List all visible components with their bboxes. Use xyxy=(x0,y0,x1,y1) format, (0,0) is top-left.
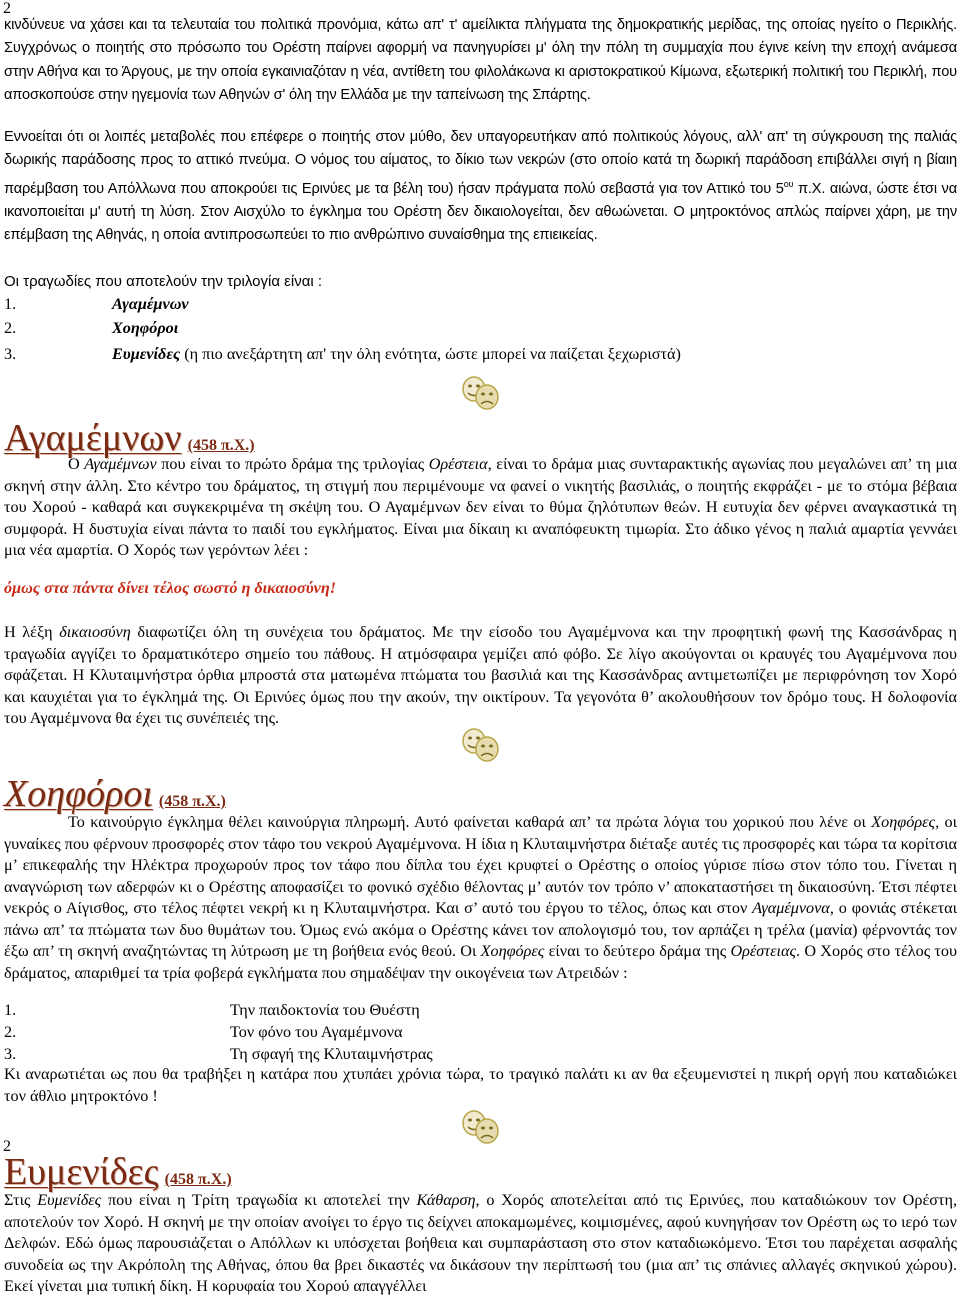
agamemnon-paragraph-2: Η λέξη δικαιοσύνη διαφωτίζει όλη τη συνέχεια του δράματος. Με την είσοδο του Αγαμέμνονα και την προφητική φωνή της Κασσάνδρας η τραγωδία αγγίζει το δραματικότερο σημείο του πάθους. Η ατμόσφαιρα γεμίζει από φόβο. Σε λίγο ακούγονται οι κραυγές του Αγαμέμνονα που σφάζεται. Η Κλυταιμνήστρα όρθια μπροστά στα ματωμένα πτώματα του βασιλιά και της Κασσάνδρας αντιμετωπίζει με περιφρόνηση τον Χορό και καυχιέται για το έγκλημά της. Οι Ερινύες όμως που την ακούν, την οικτίρουν. Τα γεγονότα θ’ ακολουθήσουν τον δρόμο τους. Η δολοφονία του Αγαμέμνονα θα έχει τις συνέπειές της. xyxy=(4,623,957,727)
theater-masks-icon xyxy=(458,1108,502,1146)
theater-masks-icon xyxy=(458,726,502,764)
page-number-top: 2 xyxy=(3,0,11,17)
theater-masks-icon xyxy=(458,374,502,412)
agamemnon-quote: όμως στα πάντα δίνει τέλος σωστό η δικαιοσύνη! xyxy=(4,579,337,597)
trilogy-intro: Οι τραγωδίες που αποτελούν την τριλογία είναι : xyxy=(4,273,323,290)
eumenides-paragraph-1: Στις Ευμενίδες που είναι η Τρίτη τραγωδία κι αποτελεί την Κάθαρση, ο Χορός αποτελείται από τις Ερινύες, που καταδιώκουν τον Ορέστη, αποτελούν τον Χορό. Η σκηνή με την οποίαν ανοίγει το έργο τις δείχνει αποκαμωμένες, κοιμισμένες, αφού κυνηγήσαν τον Ορέστη ως το ιερό των Δελφών. Εδώ όμως παρουσιάζεται ο Απόλλων κι υπόσχεται βοήθεια και συμπαράσταση στο στον καταδιωκόμενο. Έτσι του παρέχεται ασφαλής συνοδεία ως την Ακρόπολη της Αθήνας, όπου θα βρει δικαστές να δικάσουν την περίπτωσή του (μια απ’ τις σπάνιες αλλαγές σκηνικού χώρου). Εκεί γίνεται μια τυπική δίκη. Η κορυφαία του Χορού απαγγέλλει xyxy=(4,1191,957,1295)
intro-paragraph-2: Εννοείται ότι οι λοιπές μεταβολές που επέφερε ο ποιητής στον μύθο, δεν υπαγορευτήκαν από πολιτικούς λόγους, αλλ' απ' τη σύγκρουση της παλιάς δωρικής παράδοσης προς το αττικό πνεύμα. Ο νόμος του αίματος, το δίκιο των νεκρών (στο οποίο κατά τη δωρική παράδοση επιβάλλει σιγή η βίαιη παρέμβαση του Απόλλωνα που αποκρούει τις Ερινύες με τα βέλη του) ήσαν πράγματα πολύ σεβαστά για τον Αττικό του $5^{o\upsilon}$ π.Χ. αιώνα, ώστε έτσι να ικανοποιείται μ' αυτή τη λύση. Στον Αισχύλο το έγκλημα του Ορέστη δεν δικαιολογείται, δεν αθωώνεται. Ο μητροκτόνος απλώς παίρνει χάρη, με την επέμβαση της Αθηνάς, η οποία αντιπροσωπεύει το πιο ανθρώπινο συναίσθημα της επιεικείας. xyxy=(4,129,957,244)
choephori-paragraph-1: Το καινούργιο έγκλημα θέλει καινούργια πληρωμή. Αυτό φαίνεται καθαρά απ’ τα πρώτα λόγια του χορικού που λένε οι Χοηφόρες, οι γυναίκες που φέρνουν προσφορές στον τάφο του νεκρού Αγαμέμνονα. Η ίδια η Κλυταιμνήστρα διέταξε αυτές τις προσφορές και τώρα τα κορίτσια μ’ επικεφαλής την Ηλέκτρα προχωρούν προς τον τάφο που δίπλα του έχει κρυφτεί ο Ορέστης ο οποίος γύρισε πίσω στον τόπο του. Γίνεται η αναγνώριση των αδερφών κι ο Ορέστης αποφασίζει το φονικό σχέδιο θέλοντας μ’ αυτόν τον τρόπο ν’ αποκαταστήσει τη δικαιοσύνη. Έτσι πέφτει νεκρός ο Αίγισθος, στο τέλος πέφτει νεκρή κι η Κλυταιμνήστρα. Και σ’ αυτό του έργου το τέλος, όπως και στον Αγαμέμνονα, ο φονιάς στέκεται πάνω απ’ τα πτώματα των δυο θυμάτων του. Όμως ενώ ακόμα ο Ορέστης κάνει τον απολογισμό του, τον αρπάζει η τρέλα (μανία) φέρνοντάς τον έξω απ’ τη σκηνή αναζητώντας τη λύτρωση με τη βοήθεια ενός θεού. Οι Χοηφόρες είναι το δεύτερο δράμα της Ορέστειας. Ο Χορός στο τέλος του δράματος, απαριθμεί τα τρία φοβερά εγκλήματα που σημαδέψαν την οικογένεια των Ατρειδών : xyxy=(4,813,957,982)
trilogy-item-2: 2. Χοηφόροι xyxy=(4,319,179,337)
trilogy-item-1: 1. Αγαμέμνων xyxy=(4,295,189,313)
eumenides-date: (458 π.Χ.) xyxy=(164,1171,232,1188)
page-number-mid: 2 xyxy=(3,1138,11,1155)
choephori-paragraph-2: Κι αναρωτιέται ως που θα τραβήξει η κατάρα που χτυπάει χρόνια τώρα, το τραγικό παλάτι κι αν θα εξευμενιστεί η πικρή οργή που καταδιώκει τον άθλιο μητροκτόνο ! xyxy=(4,1065,957,1105)
agamemnon-title: Αγαμέμνων xyxy=(4,417,182,459)
trilogy-item-3: 3. Ευμενίδες (η πιο ανεξάρτητη απ' την όλη ενότητα, ώστε μπορεί να παίζεται ξεχωριστά) xyxy=(4,345,681,363)
eumenides-title: Ευμενίδες xyxy=(4,1151,159,1193)
intro-paragraph-1: κινδύνευε να χάσει και τα τελευταία του πολιτικά προνόμια, κάτω απ' τ' αμείλικτα πλήγματα της δημοκρατικής μερίδας, της οποίας ηγείτο ο Περικλής. Συγχρόνως ο ποιητής στο πρόσωπο του Ορέστη παίρνει αφορμή να πανηγυρίσει μ' όλη την πόλη τη συμμαχία που έγινε κείνη την εποχή ανάμεσα στην Αθήνα και το Άργους, με την οποία εγκαινιαζόταν η νέα, αντίθετη του φιλολάκωνα κι αριστοκρατικού Κίμωνα, εξωτερική πολιτική του Περικλή, που αποσκοπούσε στην ηγεμονία των Αθηνών σ' όλη την Ελλάδα με την ταπείνωση της Σπάρτης. xyxy=(4,17,957,104)
section-heading-choephori xyxy=(4,772,226,816)
crime-item-3: 3. Τη σφαγή της Κλυταιμνήστρας xyxy=(4,1045,433,1063)
agamemnon-paragraph-1: Ο Αγαμέμνων που είναι το πρώτο δράμα της τριλογίας Ορέστεια, είναι το δράμα μιας συνταρακτικής αγωνίας που μεγαλώνει απ’ τη μια σκηνή στην άλλη. Στο κέντρο του δράματος, τη στιγμή που περιμένουμε να φανεί ο νικητής βασιλιάς, ο ποιητής εκφράζει - με το στόμα βέβαια του Χορού - καθαρά και συγκεκριμένα τη σκέψη του. Ο Αγαμέμνων δεν είναι το θύμα ζηλότυπων θεών. Η ευτυχία δεν φέρνει αναγκαστικά τη συμφορά. Η δυστυχία είναι πάντα το παιδί του εγκλήματος. Είναι μια δίκαιη κι αναπόφευκτη τιμωρία. Στο άδικο γένος η παλιά αμαρτία γεννάει μια νέα αμαρτία. Ο Χορός των γερόντων λέει : xyxy=(4,455,957,559)
crime-item-2: 2. Τον φόνο του Αγαμέμνονα xyxy=(4,1023,403,1041)
agamemnon-date: (458 π.Χ.) xyxy=(187,437,255,454)
choephori-date: (458 π.Χ.) xyxy=(158,793,226,810)
section-heading-eumenides xyxy=(4,1150,232,1194)
choephori-title: Χοηφόροι xyxy=(4,773,153,815)
crime-item-1: 1. Την παιδοκτονία του Θυέστη xyxy=(4,1001,420,1019)
